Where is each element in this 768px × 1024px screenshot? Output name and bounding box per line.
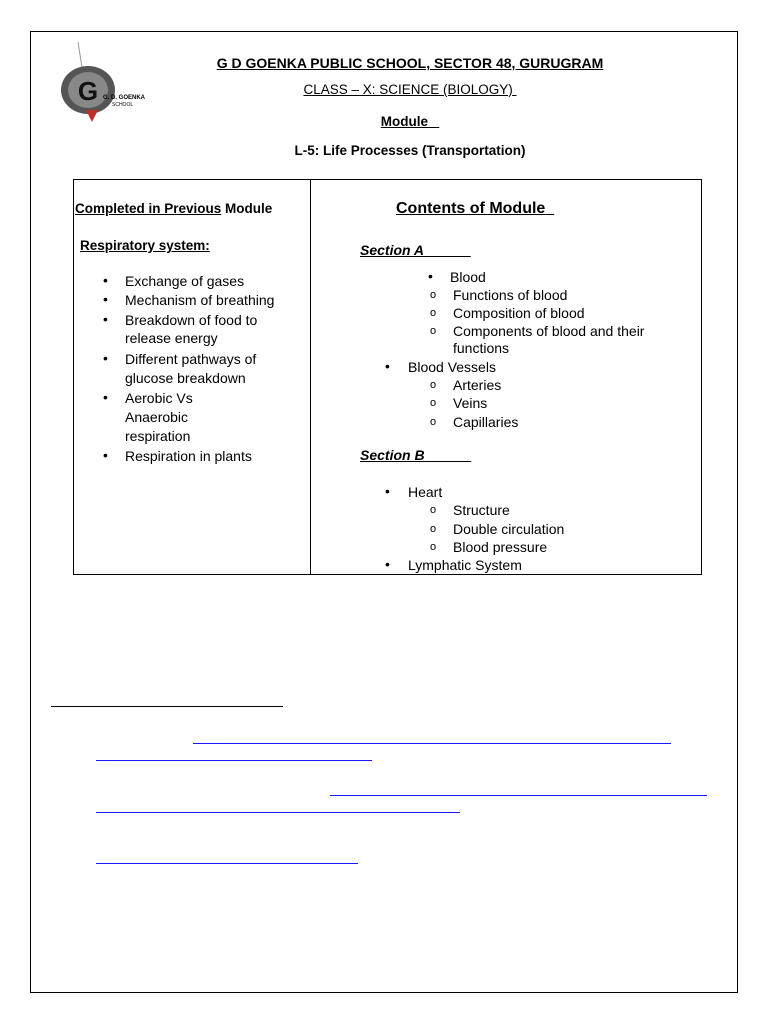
logo-text-1: G. D. GOENKA <box>103 95 146 101</box>
class-title: CLASS – X: SCIENCE (BIOLOGY) <box>303 82 513 97</box>
bullet: • <box>385 483 390 499</box>
list-item: Exchange of gases <box>125 273 245 289</box>
list-item: Anaerobic <box>125 409 189 425</box>
list-item: Double circulation <box>453 521 565 537</box>
list-item: Blood <box>450 269 486 285</box>
respiratory-heading: Respiratory system: <box>80 238 210 253</box>
module-title: Module <box>380 114 428 129</box>
circle-bullet: o <box>430 523 437 535</box>
list-item: Components of blood and their <box>453 323 645 339</box>
list-item: release energy <box>125 330 218 346</box>
list-item: Veins <box>453 395 488 411</box>
list-item: Different pathways of <box>125 351 257 367</box>
circle-bullet: o <box>430 397 437 409</box>
circle-bullet: o <box>430 379 437 391</box>
link-underline[interactable] <box>96 863 358 864</box>
bullet: • <box>103 350 108 366</box>
list-item: Capillaries <box>453 414 519 430</box>
list-item: functions <box>453 340 510 356</box>
bullet: • <box>103 447 108 463</box>
logo-text-2: SCHOOL <box>112 102 134 108</box>
circle-bullet: o <box>430 504 437 516</box>
table-divider <box>310 179 311 575</box>
list-item: respiration <box>125 428 191 444</box>
lesson-title: L-5: Life Processes (Transportation) <box>294 143 526 158</box>
list-item: Arteries <box>453 377 502 393</box>
bullet: • <box>103 272 108 288</box>
link-underline[interactable] <box>330 795 707 796</box>
list-item: Mechanism of breathing <box>125 292 275 308</box>
list-item: Blood Vessels <box>408 359 496 375</box>
bullet: • <box>103 311 108 327</box>
school-title: G D GOENKA PUBLIC SCHOOL, SECTOR 48, GURUGRAM <box>216 55 604 71</box>
circle-bullet: o <box>430 289 437 301</box>
separator-line <box>51 706 283 707</box>
link-underline[interactable] <box>96 812 460 813</box>
list-item: Composition of blood <box>453 305 585 321</box>
svg-text:G: G <box>77 76 99 106</box>
section-b-label: Section B <box>360 447 425 463</box>
list-item: Heart <box>408 484 443 500</box>
list-item: Blood pressure <box>453 539 548 555</box>
list-item: glucose breakdown <box>125 370 246 386</box>
section-a-label: Section A <box>360 242 425 258</box>
list-item: Respiration in plants <box>125 448 252 464</box>
circle-bullet: o <box>430 325 437 337</box>
link-underline[interactable] <box>96 760 372 761</box>
bullet: • <box>385 358 390 374</box>
list-item: Lymphatic System <box>408 557 522 573</box>
list-item: Breakdown of food to <box>125 312 258 328</box>
list-item: Structure <box>453 502 510 518</box>
link-underline[interactable] <box>193 743 671 744</box>
contents-heading: Contents of Module <box>396 200 546 217</box>
bullet: • <box>428 268 433 284</box>
list-item: Aerobic Vs <box>125 390 193 406</box>
bullet: • <box>385 556 390 572</box>
school-logo <box>50 40 160 125</box>
bullet: • <box>103 389 108 405</box>
circle-bullet: o <box>430 416 437 428</box>
bullet: • <box>103 291 108 307</box>
circle-bullet: o <box>430 541 437 553</box>
list-item: Functions of blood <box>453 287 568 303</box>
circle-bullet: o <box>430 307 437 319</box>
left-heading: Completed in Previous Module <box>75 201 273 216</box>
